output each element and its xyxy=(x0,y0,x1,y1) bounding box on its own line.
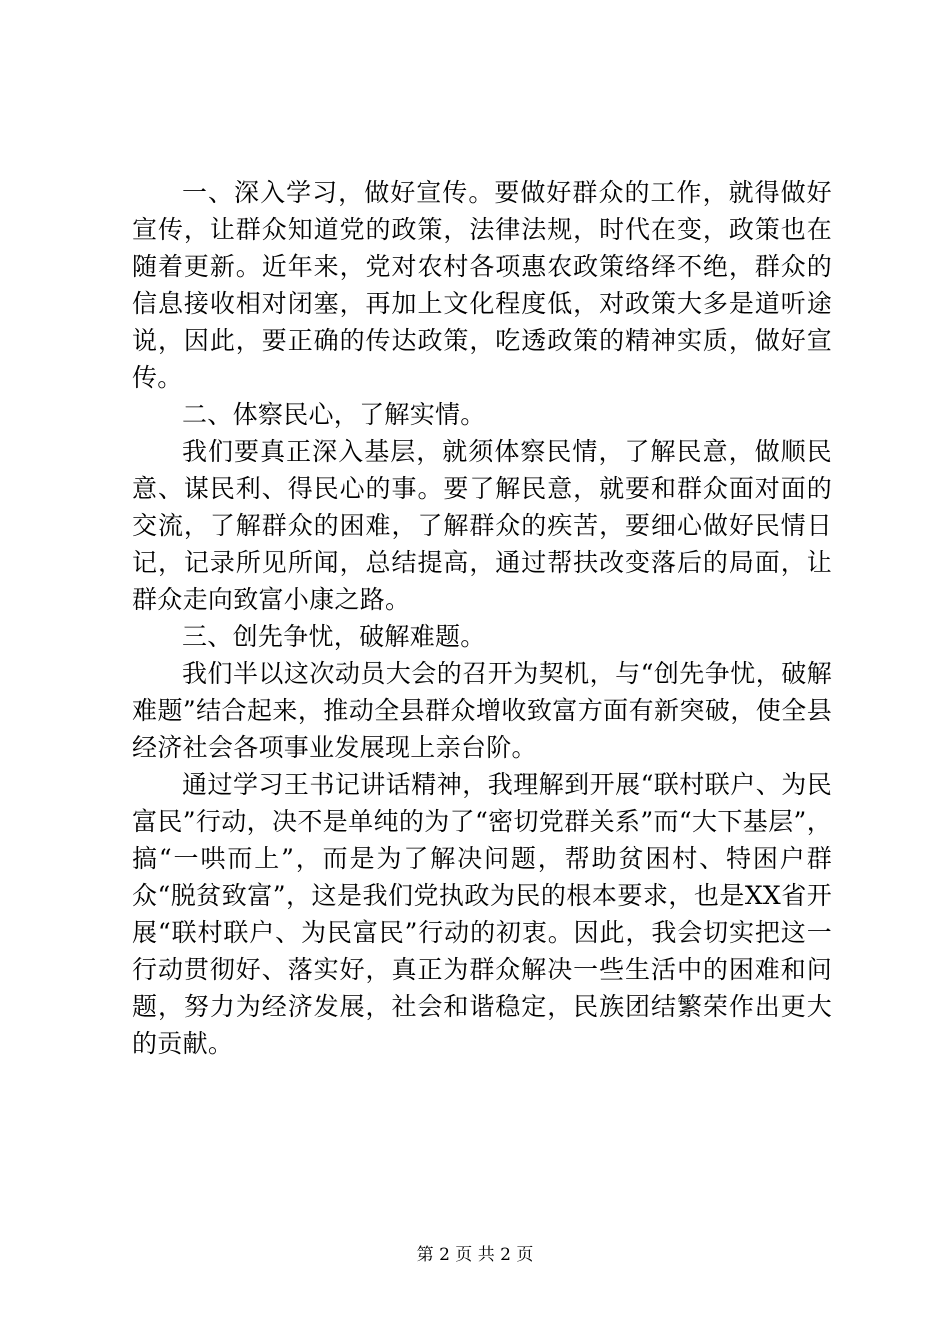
page-number-footer: 第 2 页 共 2 页 xyxy=(416,1245,534,1265)
paragraph-section-two: 我们要真正深入基层，就须体察民情，了解民意，做顺民意、谋民利、得民心的事。要了解民意，就要和群众面对面的交流，了解群众的困难，了解群众的疾苦，要细心做好民情日记，记录所见所闻，总结提高，通过帮扶改变落后的局面，让群众走向致富小康之路。 xyxy=(132,437,832,614)
document-body xyxy=(132,174,832,1062)
heading-section-three: 三、创先争忧，破解难题。 xyxy=(182,622,486,651)
paragraph-conclusion: 通过学习王书记讲话精神，我理解到开展“联村联户、为民富民”行动，决不是单纯的为了“密切党群关系”而“大下基层”，搞“一哄而上”，而是为了解决问题，帮助贫困村、特困户群众“脱贫致富”，这是我们党执政为民的根本要求，也是XX省开展“联村联户、为民富民”行动的初衷。因此，我会切实把这一行动贯彻好、落实好，真正为群众解决一些生活中的困难和问题，努力为经济发展，社会和谐稳定，民族团结繁荣作出更大的贡献。 xyxy=(132,770,832,1058)
heading-section-two: 二、体察民心，了解实情。 xyxy=(182,400,486,429)
paragraph-section-one: 一、深入学习，做好宣传。要做好群众的工作，就得做好宣传，让群众知道党的政策，法律法规，时代在变，政策也在随着更新。近年来，党对农村各项惠农政策络绎不绝，群众的信息接收相对闭塞，再加上文化程度低，对政策大多是道听途说，因此，要正确的传达政策，吃透政策的精神实质，做好宣传。 xyxy=(132,178,832,392)
paragraph-section-three: 我们半以这次动员大会的召开为契机，与“创先争忧，破解难题”结合起来，推动全县群众增收致富方面有新突破，使全县经济社会各项事业发展现上亲台阶。 xyxy=(132,659,832,762)
